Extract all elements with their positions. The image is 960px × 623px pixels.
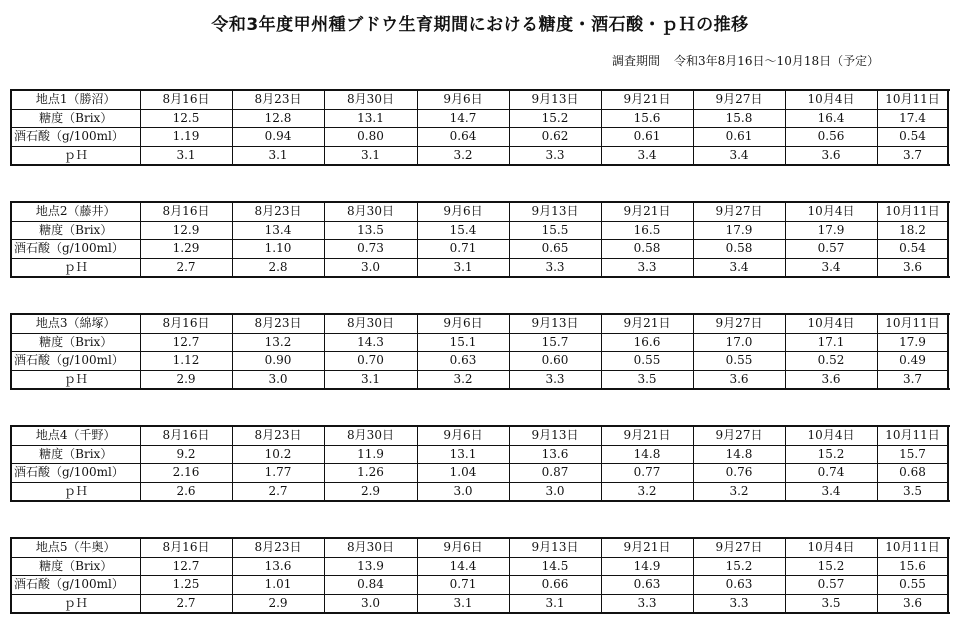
sugar-value-cell: 14.7 bbox=[417, 109, 509, 128]
sugar-row bbox=[11, 445, 948, 464]
sugar-value-cell: 15.1 bbox=[417, 333, 509, 352]
acid-value-cell: 0.61 bbox=[693, 128, 785, 147]
date-cell: 9月13日 bbox=[509, 314, 601, 333]
ph-value-cell: 3.6 bbox=[693, 370, 785, 389]
acid-value-cell: 0.57 bbox=[785, 576, 877, 595]
acid-value-cell: 1.04 bbox=[417, 464, 509, 483]
date-cell: 8月16日 bbox=[140, 426, 232, 445]
ph-value-cell: 3.4 bbox=[601, 146, 693, 165]
date-cell: 9月21日 bbox=[601, 314, 693, 333]
ph-value-cell: 3.6 bbox=[877, 594, 948, 613]
acid-value-cell: 0.55 bbox=[877, 576, 948, 595]
sugar-label: 糖度（Brix） bbox=[11, 333, 140, 352]
acid-label: 酒石酸（g/100ml） bbox=[11, 240, 140, 259]
sugar-value-cell: 17.1 bbox=[785, 333, 877, 352]
sugar-value-cell: 10.2 bbox=[232, 445, 324, 464]
date-cell: 9月6日 bbox=[417, 426, 509, 445]
sugar-value-cell: 15.5 bbox=[509, 221, 601, 240]
date-cell: 8月23日 bbox=[232, 538, 324, 557]
sugar-value-cell: 17.4 bbox=[877, 109, 948, 128]
ph-value-cell: 3.3 bbox=[509, 258, 601, 277]
date-cell: 8月16日 bbox=[140, 314, 232, 333]
ph-row bbox=[11, 146, 948, 165]
ph-value-cell: 3.3 bbox=[693, 594, 785, 613]
sugar-row bbox=[11, 333, 948, 352]
acid-value-cell: 0.49 bbox=[877, 352, 948, 371]
date-cell: 9月6日 bbox=[417, 538, 509, 557]
sugar-value-cell: 15.2 bbox=[785, 557, 877, 576]
date-cell: 8月30日 bbox=[324, 314, 417, 333]
acid-value-cell: 0.87 bbox=[509, 464, 601, 483]
acid-row bbox=[11, 464, 948, 483]
date-cell: 9月27日 bbox=[693, 202, 785, 221]
sugar-value-cell: 14.4 bbox=[417, 557, 509, 576]
date-cell: 10月4日 bbox=[785, 202, 877, 221]
sugar-value-cell: 15.7 bbox=[877, 445, 948, 464]
date-cell: 10月4日 bbox=[785, 426, 877, 445]
survey-period-value: 令和3年8月16日～10月18日（予定） bbox=[674, 54, 880, 68]
date-cell: 10月11日 bbox=[877, 314, 948, 333]
sugar-row bbox=[11, 221, 948, 240]
ph-value-cell: 3.5 bbox=[785, 594, 877, 613]
survey-period bbox=[612, 52, 879, 69]
site-name: 地点5（牛奥） bbox=[11, 538, 140, 557]
acid-value-cell: 1.01 bbox=[232, 576, 324, 595]
sugar-value-cell: 14.9 bbox=[601, 557, 693, 576]
acid-value-cell: 0.80 bbox=[324, 128, 417, 147]
date-row bbox=[11, 90, 948, 109]
acid-value-cell: 0.65 bbox=[509, 240, 601, 259]
ph-value-cell: 2.7 bbox=[232, 482, 324, 501]
sugar-value-cell: 17.0 bbox=[693, 333, 785, 352]
date-cell: 8月16日 bbox=[140, 538, 232, 557]
date-cell: 9月21日 bbox=[601, 90, 693, 109]
ph-value-cell: 3.3 bbox=[601, 258, 693, 277]
date-row bbox=[11, 314, 948, 333]
acid-row bbox=[11, 576, 948, 595]
acid-value-cell: 0.57 bbox=[785, 240, 877, 259]
ph-value-cell: 2.6 bbox=[140, 482, 232, 501]
sugar-value-cell: 16.5 bbox=[601, 221, 693, 240]
acid-value-cell: 0.90 bbox=[232, 352, 324, 371]
ph-row bbox=[11, 258, 948, 277]
acid-value-cell: 0.68 bbox=[877, 464, 948, 483]
ph-value-cell: 3.6 bbox=[785, 146, 877, 165]
acid-value-cell: 2.16 bbox=[140, 464, 232, 483]
acid-value-cell: 0.60 bbox=[509, 352, 601, 371]
date-cell: 9月13日 bbox=[509, 426, 601, 445]
site-name: 地点2（藤井） bbox=[11, 202, 140, 221]
sugar-value-cell: 13.4 bbox=[232, 221, 324, 240]
site-table-5 bbox=[10, 537, 949, 614]
ph-value-cell: 3.0 bbox=[509, 482, 601, 501]
sugar-value-cell: 12.9 bbox=[140, 221, 232, 240]
ph-value-cell: 3.6 bbox=[877, 258, 948, 277]
ph-value-cell: 3.1 bbox=[324, 146, 417, 165]
sugar-value-cell: 17.9 bbox=[785, 221, 877, 240]
site-name: 地点1（勝沼） bbox=[11, 90, 140, 109]
sugar-value-cell: 14.5 bbox=[509, 557, 601, 576]
sugar-value-cell: 16.4 bbox=[785, 109, 877, 128]
sugar-value-cell: 13.2 bbox=[232, 333, 324, 352]
ph-value-cell: 3.0 bbox=[324, 594, 417, 613]
acid-value-cell: 0.77 bbox=[601, 464, 693, 483]
ph-row bbox=[11, 370, 948, 389]
acid-value-cell: 0.54 bbox=[877, 128, 948, 147]
ph-value-cell: 3.4 bbox=[785, 482, 877, 501]
date-cell: 9月13日 bbox=[509, 538, 601, 557]
date-cell: 9月27日 bbox=[693, 426, 785, 445]
acid-value-cell: 0.66 bbox=[509, 576, 601, 595]
survey-period-label: 調査期間 bbox=[612, 54, 661, 68]
sugar-value-cell: 9.2 bbox=[140, 445, 232, 464]
acid-value-cell: 0.63 bbox=[693, 576, 785, 595]
sugar-value-cell: 13.5 bbox=[324, 221, 417, 240]
sugar-value-cell: 15.8 bbox=[693, 109, 785, 128]
acid-label: 酒石酸（g/100ml） bbox=[11, 576, 140, 595]
date-cell: 8月23日 bbox=[232, 314, 324, 333]
date-cell: 8月30日 bbox=[324, 426, 417, 445]
ph-value-cell: 2.7 bbox=[140, 258, 232, 277]
acid-value-cell: 1.12 bbox=[140, 352, 232, 371]
site-name: 地点3（綿塚） bbox=[11, 314, 140, 333]
acid-value-cell: 0.58 bbox=[601, 240, 693, 259]
sugar-value-cell: 15.2 bbox=[509, 109, 601, 128]
date-cell: 9月13日 bbox=[509, 90, 601, 109]
acid-value-cell: 0.73 bbox=[324, 240, 417, 259]
acid-value-cell: 0.74 bbox=[785, 464, 877, 483]
sugar-value-cell: 16.6 bbox=[601, 333, 693, 352]
acid-value-cell: 1.19 bbox=[140, 128, 232, 147]
sugar-value-cell: 13.9 bbox=[324, 557, 417, 576]
sugar-value-cell: 13.1 bbox=[417, 445, 509, 464]
date-cell: 9月27日 bbox=[693, 314, 785, 333]
date-cell: 9月6日 bbox=[417, 314, 509, 333]
ph-value-cell: 3.4 bbox=[693, 258, 785, 277]
date-cell: 10月11日 bbox=[877, 202, 948, 221]
sugar-row bbox=[11, 109, 948, 128]
sugar-value-cell: 15.7 bbox=[509, 333, 601, 352]
acid-value-cell: 0.71 bbox=[417, 240, 509, 259]
ph-value-cell: 3.2 bbox=[693, 482, 785, 501]
acid-value-cell: 0.61 bbox=[601, 128, 693, 147]
sugar-value-cell: 12.5 bbox=[140, 109, 232, 128]
sugar-value-cell: 15.6 bbox=[601, 109, 693, 128]
sugar-value-cell: 14.3 bbox=[324, 333, 417, 352]
ph-value-cell: 3.6 bbox=[785, 370, 877, 389]
sugar-label: 糖度（Brix） bbox=[11, 557, 140, 576]
acid-row bbox=[11, 352, 948, 371]
date-cell: 8月30日 bbox=[324, 202, 417, 221]
date-cell: 10月4日 bbox=[785, 538, 877, 557]
ph-value-cell: 2.9 bbox=[232, 594, 324, 613]
ph-value-cell: 3.1 bbox=[417, 594, 509, 613]
sugar-value-cell: 14.8 bbox=[693, 445, 785, 464]
date-row bbox=[11, 426, 948, 445]
page-title: 令和3年度甲州種ブドウ生育期間における糖度・酒石酸・ｐＨの推移 bbox=[211, 15, 749, 35]
sugar-value-cell: 13.6 bbox=[509, 445, 601, 464]
ph-value-cell: 3.1 bbox=[509, 594, 601, 613]
ph-row bbox=[11, 482, 948, 501]
ph-value-cell: 3.0 bbox=[324, 258, 417, 277]
sugar-value-cell: 15.2 bbox=[785, 445, 877, 464]
sugar-value-cell: 15.4 bbox=[417, 221, 509, 240]
date-cell: 9月21日 bbox=[601, 538, 693, 557]
date-cell: 8月23日 bbox=[232, 90, 324, 109]
ph-value-cell: 3.2 bbox=[417, 146, 509, 165]
sugar-value-cell: 17.9 bbox=[877, 333, 948, 352]
ph-value-cell: 2.8 bbox=[232, 258, 324, 277]
ph-label: ｐＨ bbox=[11, 370, 140, 389]
ph-value-cell: 3.0 bbox=[232, 370, 324, 389]
date-cell: 8月16日 bbox=[140, 202, 232, 221]
sugar-value-cell: 15.2 bbox=[693, 557, 785, 576]
date-cell: 9月27日 bbox=[693, 90, 785, 109]
ph-value-cell: 3.5 bbox=[601, 370, 693, 389]
acid-value-cell: 0.84 bbox=[324, 576, 417, 595]
sugar-value-cell: 13.1 bbox=[324, 109, 417, 128]
site-table-1 bbox=[10, 89, 949, 166]
date-cell: 9月6日 bbox=[417, 90, 509, 109]
sugar-label: 糖度（Brix） bbox=[11, 445, 140, 464]
date-cell: 8月16日 bbox=[140, 90, 232, 109]
acid-value-cell: 0.55 bbox=[693, 352, 785, 371]
ph-label: ｐＨ bbox=[11, 258, 140, 277]
sugar-value-cell: 12.8 bbox=[232, 109, 324, 128]
acid-value-cell: 1.77 bbox=[232, 464, 324, 483]
sugar-value-cell: 12.7 bbox=[140, 333, 232, 352]
ph-label: ｐＨ bbox=[11, 594, 140, 613]
sugar-value-cell: 12.7 bbox=[140, 557, 232, 576]
date-cell: 9月27日 bbox=[693, 538, 785, 557]
acid-label: 酒石酸（g/100ml） bbox=[11, 464, 140, 483]
date-row bbox=[11, 538, 948, 557]
acid-label: 酒石酸（g/100ml） bbox=[11, 352, 140, 371]
date-cell: 9月21日 bbox=[601, 202, 693, 221]
ph-value-cell: 3.3 bbox=[509, 146, 601, 165]
acid-value-cell: 0.58 bbox=[693, 240, 785, 259]
ph-value-cell: 3.3 bbox=[601, 594, 693, 613]
sugar-value-cell: 17.9 bbox=[693, 221, 785, 240]
sugar-value-cell: 15.6 bbox=[877, 557, 948, 576]
ph-value-cell: 3.7 bbox=[877, 146, 948, 165]
ph-value-cell: 3.0 bbox=[417, 482, 509, 501]
ph-value-cell: 2.9 bbox=[140, 370, 232, 389]
ph-value-cell: 2.9 bbox=[324, 482, 417, 501]
site-name: 地点4（千野） bbox=[11, 426, 140, 445]
date-cell: 8月23日 bbox=[232, 202, 324, 221]
acid-value-cell: 1.10 bbox=[232, 240, 324, 259]
acid-value-cell: 0.56 bbox=[785, 128, 877, 147]
date-cell: 10月11日 bbox=[877, 538, 948, 557]
date-cell: 10月11日 bbox=[877, 426, 948, 445]
sugar-label: 糖度（Brix） bbox=[11, 109, 140, 128]
ph-value-cell: 3.7 bbox=[877, 370, 948, 389]
ph-value-cell: 2.7 bbox=[140, 594, 232, 613]
ph-value-cell: 3.2 bbox=[601, 482, 693, 501]
date-cell: 10月4日 bbox=[785, 314, 877, 333]
date-cell: 8月30日 bbox=[324, 538, 417, 557]
date-cell: 10月11日 bbox=[877, 90, 948, 109]
ph-label: ｐＨ bbox=[11, 482, 140, 501]
acid-value-cell: 1.29 bbox=[140, 240, 232, 259]
ph-label: ｐＨ bbox=[11, 146, 140, 165]
acid-value-cell: 0.64 bbox=[417, 128, 509, 147]
sugar-row bbox=[11, 557, 948, 576]
ph-row bbox=[11, 594, 948, 613]
acid-value-cell: 0.70 bbox=[324, 352, 417, 371]
acid-value-cell: 0.94 bbox=[232, 128, 324, 147]
date-cell: 8月30日 bbox=[324, 90, 417, 109]
acid-value-cell: 1.26 bbox=[324, 464, 417, 483]
sugar-value-cell: 13.6 bbox=[232, 557, 324, 576]
ph-value-cell: 3.3 bbox=[509, 370, 601, 389]
acid-value-cell: 0.62 bbox=[509, 128, 601, 147]
acid-value-cell: 0.63 bbox=[417, 352, 509, 371]
acid-value-cell: 0.63 bbox=[601, 576, 693, 595]
site-table-3 bbox=[10, 313, 949, 390]
ph-value-cell: 3.2 bbox=[417, 370, 509, 389]
date-cell: 10月4日 bbox=[785, 90, 877, 109]
date-cell: 9月13日 bbox=[509, 202, 601, 221]
acid-value-cell: 0.55 bbox=[601, 352, 693, 371]
ph-value-cell: 3.4 bbox=[693, 146, 785, 165]
acid-value-cell: 0.76 bbox=[693, 464, 785, 483]
sugar-label: 糖度（Brix） bbox=[11, 221, 140, 240]
ph-value-cell: 3.5 bbox=[877, 482, 948, 501]
ph-value-cell: 3.1 bbox=[140, 146, 232, 165]
acid-value-cell: 0.54 bbox=[877, 240, 948, 259]
ph-value-cell: 3.1 bbox=[324, 370, 417, 389]
acid-row bbox=[11, 128, 948, 147]
ph-value-cell: 3.1 bbox=[417, 258, 509, 277]
acid-value-cell: 1.25 bbox=[140, 576, 232, 595]
sugar-value-cell: 18.2 bbox=[877, 221, 948, 240]
date-row bbox=[11, 202, 948, 221]
acid-value-cell: 0.52 bbox=[785, 352, 877, 371]
acid-label: 酒石酸（g/100ml） bbox=[11, 128, 140, 147]
date-cell: 9月21日 bbox=[601, 426, 693, 445]
sugar-value-cell: 14.8 bbox=[601, 445, 693, 464]
site-table-4 bbox=[10, 425, 949, 502]
date-cell: 8月23日 bbox=[232, 426, 324, 445]
site-table-2 bbox=[10, 201, 949, 278]
ph-value-cell: 3.4 bbox=[785, 258, 877, 277]
acid-row bbox=[11, 240, 948, 259]
acid-value-cell: 0.71 bbox=[417, 576, 509, 595]
date-cell: 9月6日 bbox=[417, 202, 509, 221]
sugar-value-cell: 11.9 bbox=[324, 445, 417, 464]
ph-value-cell: 3.1 bbox=[232, 146, 324, 165]
